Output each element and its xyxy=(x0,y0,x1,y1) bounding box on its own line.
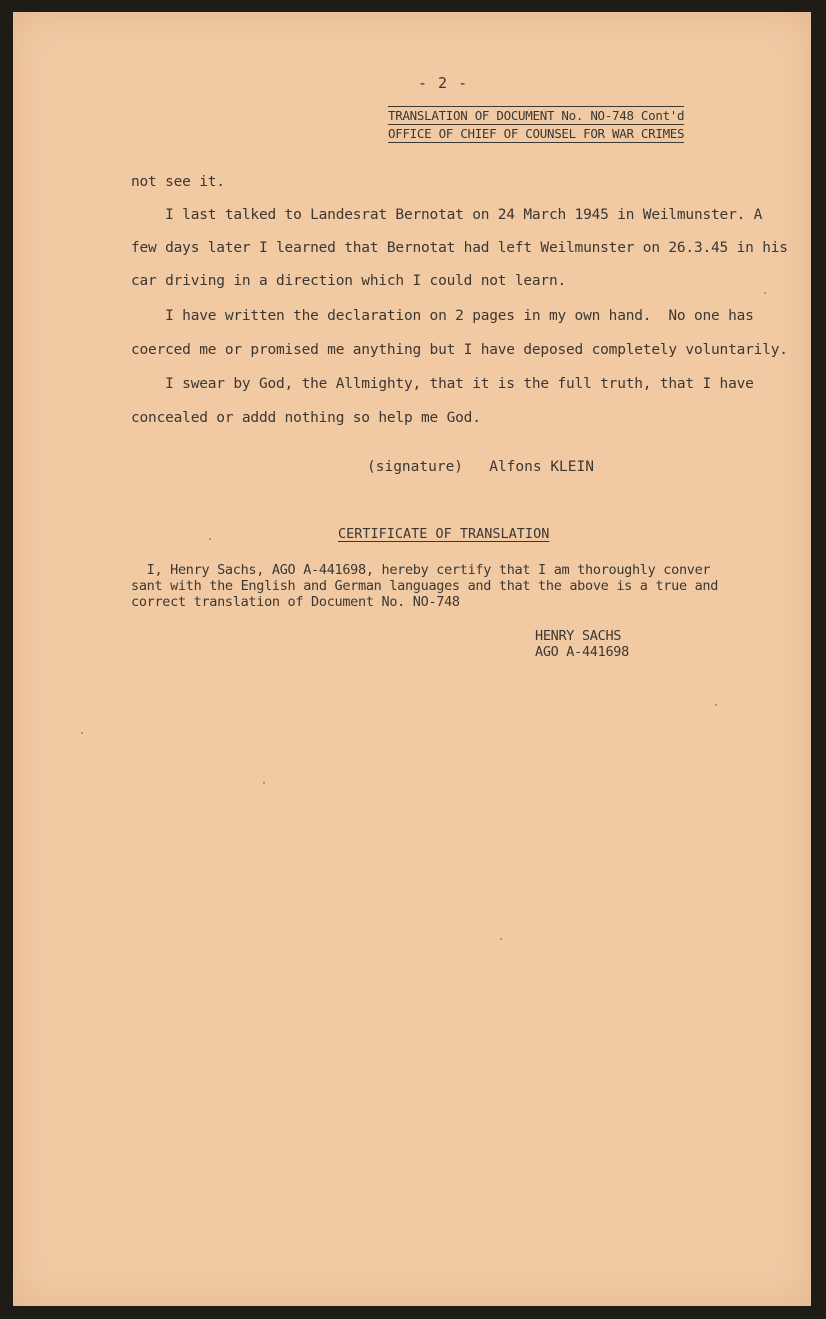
paper-speck xyxy=(715,704,717,706)
body-line: car driving in a direction which I could not learn. xyxy=(131,273,567,289)
body-line: concealed or addd nothing so help me God. xyxy=(131,410,481,426)
header-line-1: TRANSLATION OF DOCUMENT No. NO-748 Cont'd xyxy=(388,108,685,123)
paper-speck xyxy=(263,782,265,784)
signer-name: HENRY SACHS xyxy=(535,628,622,644)
paper-speck xyxy=(500,938,502,940)
signer-id: AGO A-441698 xyxy=(535,644,629,660)
body-line: I last talked to Landesrat Bernotat on 24 March 1945 in Weilmunster. A xyxy=(131,207,763,223)
certificate-line: sant with the English and German languages and that the above is a true and xyxy=(131,578,719,594)
body-line: coerced me or promised me anything but I have deposed completely voluntarily. xyxy=(131,342,788,358)
certificate-title: CERTIFICATE OF TRANSLATION xyxy=(338,526,550,542)
document-page xyxy=(13,12,811,1306)
body-line: few days later I learned that Bernotat had left Weilmunster on 26.3.45 in his xyxy=(131,240,788,256)
header-line-2: OFFICE OF CHIEF OF COUNSEL FOR WAR CRIMES xyxy=(388,126,685,141)
body-line: not see it. xyxy=(131,174,225,190)
paper-speck xyxy=(209,538,211,540)
paper-speck xyxy=(764,292,766,294)
paper-speck xyxy=(81,732,83,734)
document-header xyxy=(388,106,684,143)
signature-line: (signature) Alfons KLEIN xyxy=(367,459,594,475)
certificate-line: I, Henry Sachs, AGO A-441698, hereby certify that I am thoroughly conver xyxy=(131,562,711,578)
page-number: - 2 - xyxy=(418,74,469,92)
certificate-line: correct translation of Document No. NO-748 xyxy=(131,594,460,610)
body-line: I swear by God, the Allmighty, that it is the full truth, that I have xyxy=(131,376,754,392)
body-line: I have written the declaration on 2 pages in my own hand. No one has xyxy=(131,308,754,324)
